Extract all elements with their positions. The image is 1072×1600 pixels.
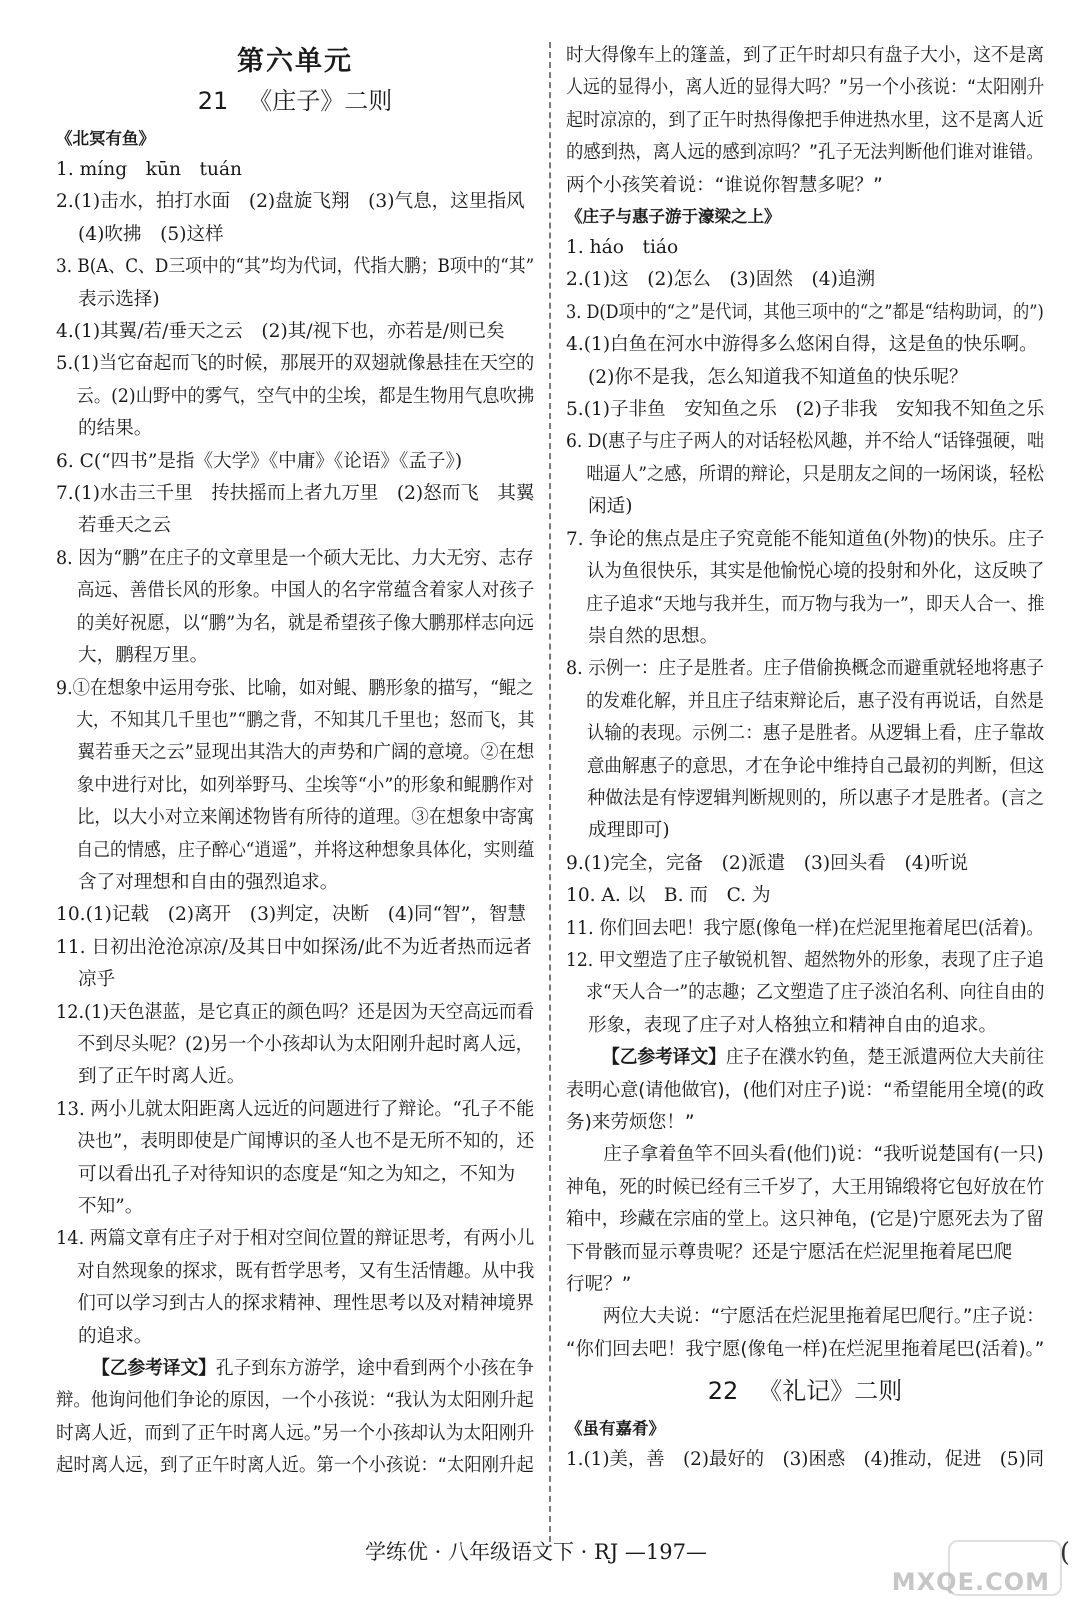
- answer-item: 3. B(A、C、D三项中的“其”均为代词，代指大鹏；B项中的“其”: [56, 256, 535, 278]
- answer-item: 12. 甲文塑造了庄子敏锐机智、超然物外的形象，表现了庄子追: [566, 949, 1044, 971]
- answer-item: 8. 因为“鹏”在庄子的文章里是一个硕大无比、力大无穷、志存: [56, 547, 534, 569]
- answer-item: 11. 你们回去吧！我宁愿(像龟一样)在烂泥里拖着尾巴(活着)。: [566, 917, 1044, 939]
- left-column: [56, 40, 534, 1483]
- translation-line: 箱中，珍藏在宗庙的堂上。这只神龟，(它是)宁愿死去为了留: [566, 1209, 1044, 1231]
- lesson-22-heading: [566, 1372, 1044, 1410]
- translation-text: 孔子到东方游学，途中看到两个小孩在争: [215, 1358, 534, 1380]
- translation-line: 行呢？”: [566, 1274, 632, 1296]
- answer-line: 的追求。: [78, 1325, 153, 1347]
- answer-line: 比，以大小对立来阐述物皆有所待的道理。③在想象中寄寓: [76, 807, 535, 829]
- translation-line: 两位大夫说：“宁愿活在烂泥里拖着尾巴爬行。”庄子说：: [602, 1306, 1045, 1328]
- answer-item: 2.(1)击水，拍打水面 (2)盘旋飞翔 (3)气息，这里指风: [56, 191, 525, 213]
- unit-title: 第六单元: [237, 46, 353, 77]
- answer-line: 自己的情感，庄子醉心“逍遥”，并将这种想象具体化，实则蕴: [76, 839, 535, 861]
- translation-line: 的感到热，离人远的感到凉吗？”孔子无法判断他们谁对谁错。: [566, 142, 1044, 164]
- translation-line: 起时凉凉的，到了正午时热得像把手伸进热水里，这不是离人近: [566, 109, 1044, 131]
- answer-line: 意曲解惠子的意思，才在争论中维持自己最初的判断，但这: [586, 755, 1045, 777]
- answer-item: 13. 两小儿就太阳距离人远近的问题进行了辩论。“孔子不能: [56, 1098, 535, 1120]
- answer-line: 对自然现象的探求，既有哲学思考，又有生活情趣。从中我: [76, 1260, 535, 1282]
- answer-item: 10.(1)记载 (2)离开 (3)判定，决断 (4)同“智”，智慧: [56, 904, 527, 926]
- answer-line: 崇自然的思想。: [588, 625, 719, 647]
- answer-item: 10. A. 以 B. 而 C. 为: [566, 885, 771, 907]
- answer-line: 不知”。: [78, 1196, 144, 1217]
- right-answer-list-2: [566, 1414, 1044, 1476]
- lesson-22-number: 22: [707, 1377, 739, 1406]
- translation-text: 庄子在濮水钓鱼，楚王派遣两位大夫前往: [725, 1047, 1044, 1069]
- translation-line: 辩。他询问他们争论的原因，一个小孩说：“我认为太阳刚升起: [56, 1390, 534, 1412]
- answer-line: 认为鱼很快乐，其实是他愉悦心境的投射和外化，这反映了: [586, 561, 1045, 583]
- translation-line: 务)来劳烦您！”: [566, 1112, 695, 1133]
- translation-line: 神龟，死的时候已经有三千岁了，大王用锦缎将它包好放在竹: [566, 1176, 1045, 1198]
- answer-item: 4.(1)白鱼在河水中游得多么悠闲自得，这是鱼的快乐啊。: [566, 334, 1038, 356]
- answer-line: 种做法是有悖逻辑判断规则的，所以惠子才是胜者。(言之: [587, 787, 1045, 809]
- answer-line: 翼若垂天之云”显现出其浩大的声势和广阔的意境。②在想: [77, 742, 535, 764]
- translation-line: 庄子拿着鱼竿不回头看(他们)说：“我听说楚国有(一只): [603, 1144, 1044, 1166]
- answer-line: 凉乎: [78, 969, 116, 991]
- answer-line: 求“天人合一”的志趣；乙文塑造了庄子淡泊名利、向往自由的: [586, 982, 1045, 1004]
- answer-line: 云。(2)山野中的雾气，空气中的尘埃，都是生物用气息吹拂: [76, 385, 535, 407]
- answer-item: 7.(1)水击三千里 抟扶摇而上者九万里 (2)怒而飞 其翼: [56, 483, 535, 505]
- translation-line: 表明心意(请他做官)，(他们对庄子)说：“希望能用全境(的政: [566, 1079, 1045, 1101]
- answer-item: 4.(1)其翼/若/垂天之云 (2)其/视下也，亦若是/则已矣: [56, 321, 505, 343]
- answer-line: 高远、善借长风的形象。中国人的名字常蕴含着家人对孩子: [76, 580, 535, 602]
- translation-line: 时离人近，而到了正午时离人远。”另一个小孩却认为太阳刚升: [56, 1422, 535, 1444]
- answer-line: 认输的表现。示例二：惠子是胜者。从逻辑上看，庄子靠故: [586, 723, 1045, 745]
- answer-line: 不到尽头呢？(2)另一个小孩却认为太阳刚升起时离人远，: [77, 1033, 534, 1055]
- answer-item: 11. 日初出沧沧凉凉/及其日中如探汤/此不为近者热而远者: [56, 936, 532, 958]
- lesson-21-title: 《庄子》二则: [248, 87, 393, 115]
- answer-item: 9.①在想象中运用夸张、比喻，如对鲲、鹏形象的描写，“鲲之: [56, 677, 534, 699]
- right-column: [566, 40, 1044, 1477]
- answer-line: 决也”，表明即使是广闻博识的圣人也不是无所不知的，还: [77, 1131, 535, 1153]
- lesson-21-heading: [56, 82, 534, 120]
- answer-line: 的结果。: [78, 418, 153, 440]
- translation-line: 起时离人远，到了正午时离人近。第一个小孩说：“太阳刚升起: [56, 1455, 534, 1477]
- translation-line: 人远的显得小，离人近的显得大吗？”另一个小孩说：“太阳刚升: [566, 77, 1045, 99]
- section-heading: 《北冥有鱼》: [56, 129, 155, 148]
- answer-line: 形象，表现了庄子对人格独立和精神自由的追求。: [588, 1014, 998, 1036]
- answer-line: 闲适): [588, 496, 633, 518]
- right-answer-list: [566, 40, 1044, 1366]
- answer-line: 的美好祝愿，以“鹏”为名，就是希望孩子像大鹏那样志向远: [76, 612, 534, 634]
- lesson-22-title: 《礼记》二则: [758, 1377, 903, 1406]
- answer-line: 咄逼人”之感，所谓的辩论，只是朋友之间的一场闲谈，轻松: [586, 463, 1044, 485]
- answer-item: 1.(1)美，善 (2)最好的 (3)困惑 (4)推动，促进 (5)同: [566, 1449, 1045, 1471]
- translation-line: [566, 1042, 1044, 1074]
- answer-item: 6. C(“四书”是指《大学》《中庸》《论语》《孟子》): [56, 450, 463, 472]
- watermark: MXQE.COM: [891, 1568, 1050, 1596]
- lesson-21-number: 21: [197, 87, 229, 115]
- translation-tag: 【乙参考译文】: [602, 1047, 726, 1069]
- translation-line: [56, 1353, 534, 1385]
- answer-item: 1. háo tiáo: [566, 237, 679, 259]
- answer-item: 1. míng kūn tuán: [56, 159, 243, 180]
- column-divider: [549, 42, 551, 1542]
- translation-line: 两个小孩笑着说：“谁说你智慧多呢？”: [566, 174, 883, 196]
- answer-line: 象中进行对比，如列举野马、尘埃等“小”的形象和鲲鹏作对: [76, 774, 534, 796]
- answer-item: 3. D(D项中的“之”是代词，其他三项中的“之”都是“结构助词，的”): [566, 301, 1044, 323]
- answer-item: 2.(1)这 (2)怎么 (3)固然 (4)追溯: [566, 269, 876, 291]
- answer-line: 们可以学习到古人的探求精神、理性思考以及对精神境界: [77, 1293, 534, 1315]
- answer-line: 成理即可): [588, 820, 670, 842]
- answer-line: 到了正午时离人近。: [78, 1066, 246, 1088]
- answer-item: 5.(1)子非鱼 安知鱼之乐 (2)子非我 安知我不知鱼之乐: [566, 399, 1045, 421]
- answer-item: 9.(1)完全，完备 (2)派遣 (3)回头看 (4)听说: [566, 852, 968, 874]
- answer-line: 可以看出孔子对待知识的态度是“知之为知之，不知为: [78, 1163, 516, 1185]
- answer-line: (2)你不是我，怎么知道我不知道鱼的快乐呢？: [588, 366, 968, 388]
- section-heading: 《虽有嘉肴》: [566, 1419, 665, 1439]
- left-answer-list: [56, 124, 534, 1483]
- answer-item: 8. 示例一：庄子是胜者。庄子借偷换概念而避重就轻地将惠子: [566, 658, 1045, 680]
- page-footer: 学练优 · 八年级语文下 · RJ —197—: [364, 1540, 708, 1564]
- answer-item: 5.(1)当它奋起而飞的时候，那展开的双翅就像悬挂在天空的: [56, 353, 535, 375]
- answer-line: (4)吹拂 (5)这样: [78, 223, 224, 245]
- section-heading: 《庄子与惠子游于濠梁之上》: [566, 207, 781, 227]
- translation-line: 下骨骸而显示尊贵呢？还是宁愿活在烂泥里拖着尾巴爬: [566, 1241, 1013, 1263]
- answer-item: 6. D(惠子与庄子两人的对话轻松风趣，并不给人“话锋强硬，咄: [566, 431, 1045, 453]
- corner-mark: (: [1059, 1538, 1070, 1568]
- answer-item: 12.(1)天色湛蓝，是它真正的颜色吗？还是因为天空高远而看: [56, 1001, 535, 1023]
- answer-line: 若垂天之云: [78, 515, 171, 537]
- answer-item: 14. 两篇文章有庄子对于相对空间位置的辩证思考，有两小儿: [56, 1228, 535, 1250]
- answer-item: 7. 争论的焦点是庄子究竟能不能知道鱼(外物)的快乐。庄子: [566, 528, 1045, 550]
- answer-line: 含了对理想和自由的强烈追求。: [78, 871, 339, 893]
- answer-line: 表示选择): [78, 288, 160, 310]
- translation-line: 时大得像车上的篷盖，到了正午时却只有盘子大小，这不是离: [566, 45, 1045, 66]
- answer-line: 庄子追求“天地与我并生，而万物与我为一”，即天人合一、推: [586, 593, 1045, 615]
- answer-line: 大，鹏程万里。: [78, 645, 209, 667]
- translation-line: “你们回去吧！我宁愿(像龟一样)在烂泥里拖着尾巴(活着)。”: [566, 1338, 1045, 1360]
- answer-line: 大，不知其几千里也”“鹏之背，不知其几千里也；怒而飞，其: [76, 709, 535, 731]
- translation-tag: 【乙参考译文】: [92, 1358, 216, 1380]
- answer-line: 的发难化解，并且庄子结束辩论后，惠子没有再说话，自然是: [586, 690, 1045, 712]
